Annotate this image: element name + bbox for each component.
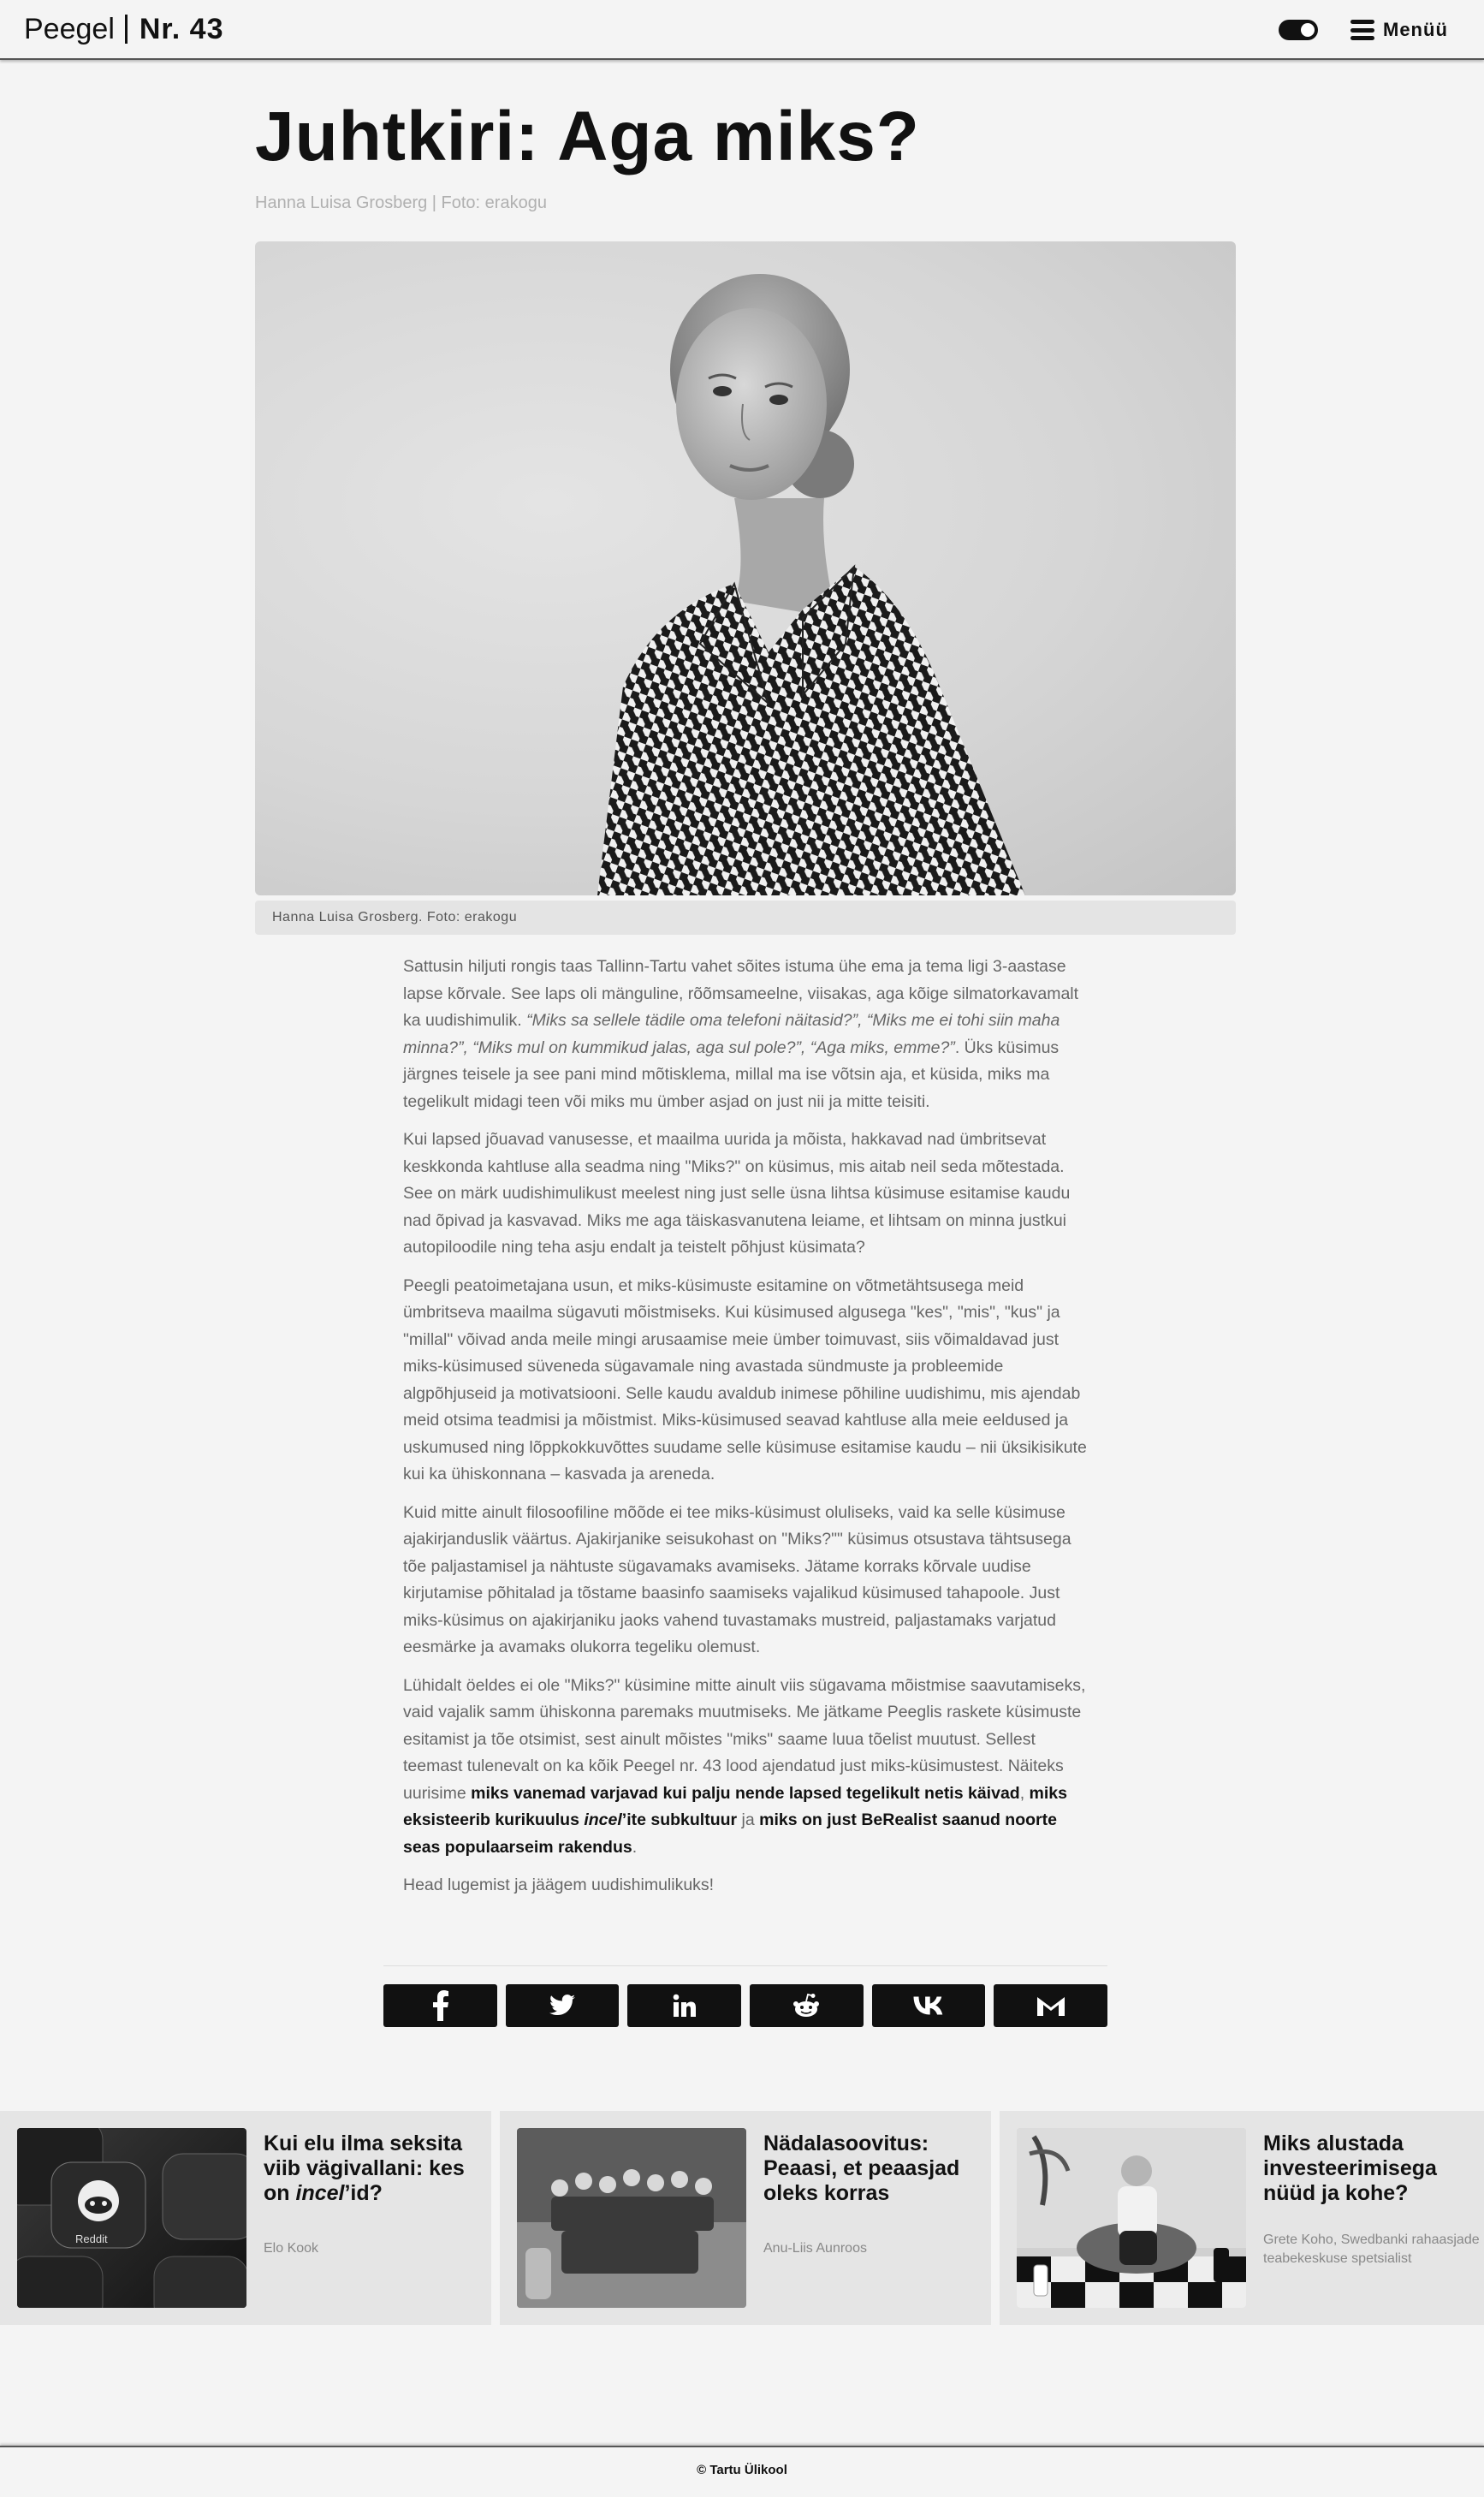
- related-title[interactable]: Kui elu ilma seksita viib vägivallani: kes on incel’id?: [264, 2131, 465, 2205]
- site-name: Peegel: [24, 13, 115, 45]
- site-logo[interactable]: [24, 12, 224, 46]
- share-linkedin-button[interactable]: [627, 1984, 741, 2027]
- share-twitter-button[interactable]: [506, 1984, 620, 2027]
- toggle-knob: [1301, 23, 1315, 37]
- paragraph-4: Kuid mitte ainult filosoofiline mõõde ei tee miks-küsimust oluliseks, vaid ka selle küsimuse ajakirjanduslik väärtus. Ajakirjanike seisukohast on "Miks?"" küsimus otsustava tähtsusega tõe paljastamisel ja nähtuste sügavamaks avamiseks. Jätame korraks kõrvale uudise kirjutamise põhitalad ja tõstame baasinfo saamiseks vajalikud küsimused tahapoole. Just miks-küsimus on ajakirjaniku jaoks vahend tuvastamaks mustreid, paljastamaks varjatud eesmärke ja avamaks olukorra tegeliku olemust.: [403, 1502, 1071, 1656]
- investing-thumbnail: [1017, 2128, 1246, 2308]
- image-caption: Hanna Luisa Grosberg. Foto: erakogu: [255, 901, 1236, 935]
- share-buttons: [383, 1984, 1107, 2027]
- related-author: Grete Koho, Swedbanki rahaasjade teabekeskuse spetsialist: [1263, 2232, 1480, 2266]
- related-articles: [0, 2111, 1484, 2325]
- related-card-investing[interactable]: [1000, 2111, 1484, 2325]
- facebook-icon: [430, 1990, 450, 2021]
- related-card-incel[interactable]: [0, 2111, 491, 2325]
- article-link-bereal[interactable]: miks on just BeRealist saanud noorte seas populaarseim rakendus: [403, 1810, 1057, 1857]
- article-title: Juhtkiri: Aga miks?: [255, 98, 920, 175]
- copyright-text: © Tartu Ülikool: [697, 2463, 787, 2477]
- top-navigation-bar: [0, 0, 1484, 60]
- related-title[interactable]: Nädalasoovitus: Peaasi, et peaasjad oleks korras: [763, 2131, 960, 2205]
- share-gmail-button[interactable]: [994, 1984, 1107, 2027]
- share-vk-button[interactable]: [872, 1984, 986, 2027]
- reddit-icon: [792, 1993, 821, 2018]
- related-card-weekly-tip[interactable]: [500, 2111, 991, 2325]
- twitter-icon: [549, 1995, 575, 2017]
- app-icons-thumbnail: [17, 2128, 246, 2308]
- paragraph-5: Lühidalt öeldes ei ole "Miks?" küsimine mitte ainult viis sügavama mõistmise saavutamiseks, vaid vajalik samm ühiskonna paremaks muutmiseks. Me jätkame Peeglis raskete küsimuste esitamist ja tõe otsimist, sest ainult mõistes "miks" saame luua tõelist muutust. Sellest teemast tulenevalt on ka kõik Peegel nr. 43 lood ajendatud just miks-küsimustest. Näiteks uurisime miks vanemad varjavad kui palju nende lapsed tegelikult netis käivad, miks eksisteerib kurikuulus incel’ite subkultuur ja miks on just BeRealist saanud noorte seas populaarseim rakendus.: [403, 1675, 1086, 1857]
- site-footer: [0, 2446, 1484, 2497]
- paragraph-2: Kui lapsed jõuavad vanusesse, et maailma uurida ja mõista, hakkavad nad ümbritsevat keskkonda kahtluse alla seadma ning "Miks?" on küsimus, mis aitab neil seda mõtestada. See on märk uudishimulikust meelest ning just selle üsna lihtsa küsimuse esitamise kaudu nad õpivad ja kasvavad. Miks me aga täiskasvanutena leiame, et lihtsam on minna justkui autopiloodile ning teha asju endalt ja teistelt põhjust küsimata?: [403, 1130, 1071, 1257]
- issue-number: Nr. 43: [139, 13, 224, 45]
- related-thumb-group-photo: [517, 2128, 746, 2308]
- group-photo-thumbnail: [517, 2128, 746, 2308]
- gmail-icon: [1036, 1995, 1066, 2017]
- portrait-illustration: [255, 241, 1236, 895]
- linkedin-icon: [673, 1994, 697, 2018]
- related-thumb-apps: [17, 2128, 246, 2308]
- paragraph-3: Peegli peatoimetajana usun, et miks-küsimuste esitamine on võtmetähtsusega meid ümbritseva maailma sügavuti mõistmiseks. Kui küsimused algusega "kes", "mis", "kus" ja "millal" võivad anda meile mingi arusaamise meie ümber toimuvast, siis võimaldavad just miks-küsimused süveneda sügavamale ning avastada sündmuste ja probleemide algpõhjuseid ja motivatsiooni. Selle kaudu avaldub inimese põhiline uudishimu, mis ajendab meid otsima teadmisi ja mõistmist. Miks-küsimused seavad kahtluse alla meie eeldused ja uskumused ning lõppkokkuvõttes suudame selle küsimuse esitamise kaudu – nii üksikisikute kui ka ühiskonnana – kasvada ja areneda.: [403, 1275, 1087, 1483]
- vk-icon: [913, 1996, 944, 2015]
- article-link-parents[interactable]: miks vanemad varjavad kui palju nende lapsed tegelikult netis käivad: [471, 1783, 1020, 1803]
- related-author: Anu-Liis Aunroos: [763, 2241, 867, 2256]
- related-author: Elo Kook: [264, 2241, 319, 2256]
- menu-button[interactable]: [1350, 15, 1448, 45]
- article-body: [403, 954, 1088, 1911]
- logo-divider: [125, 15, 128, 44]
- share-reddit-button[interactable]: [750, 1984, 864, 2027]
- paragraph-6: Head lugemist ja jäägem uudishimulikuks!: [403, 1876, 715, 1894]
- share-facebook-button[interactable]: [383, 1984, 497, 2027]
- article-link-incel[interactable]: miks eksisteerib kurikuulus incel’ite subkultuur: [403, 1783, 1067, 1829]
- article-byline: Hanna Luisa Grosberg | Foto: erakogu: [255, 193, 547, 212]
- dark-mode-toggle[interactable]: [1279, 20, 1318, 40]
- paragraph-1: Sattusin hiljuti rongis taas Tallinn-Tartu vahet sõites istuma ühe ema ja tema ligi 3-aastase lapse kõrvale. See laps oli mänguline, rõõmsameelne, viisakas, aga kõige silmatorkavamalt ka uudishimulik. “Miks sa sellele tädile oma telefoni näitasid?”, “Miks me ei tohi siin maha minna?”, “Miks mul on kummikud jalas, aga sul pole?”, “Aga miks, emme?”. Üks küsimus järgnes teisele ja see pani mind mõtisklema, millal ma ise võtsin aja, et küsida, miks ma tegelikult midagi teen või miks mu ümber asjad on just nii ja mitte teisiti.: [403, 957, 1079, 1111]
- hamburger-icon: [1350, 20, 1374, 40]
- related-thumb-woman-chess: [1017, 2128, 1246, 2308]
- child-quotes: “Miks sa sellele tädile oma telefoni näitasid?”, “Miks me ei tohi siin maha minna?”, “Miks mul on kummikud jalas, aga sul pole?”, “Aga miks, emme?”: [403, 1011, 1060, 1057]
- reddit-thumb-label: Reddit: [75, 2232, 108, 2245]
- menu-label: Menüü: [1383, 19, 1448, 40]
- hero-portrait-image: [255, 241, 1236, 895]
- related-title[interactable]: Miks alustada investeerimisega nüüd ja kohe?: [1263, 2131, 1437, 2205]
- share-divider: [383, 1965, 1107, 1966]
